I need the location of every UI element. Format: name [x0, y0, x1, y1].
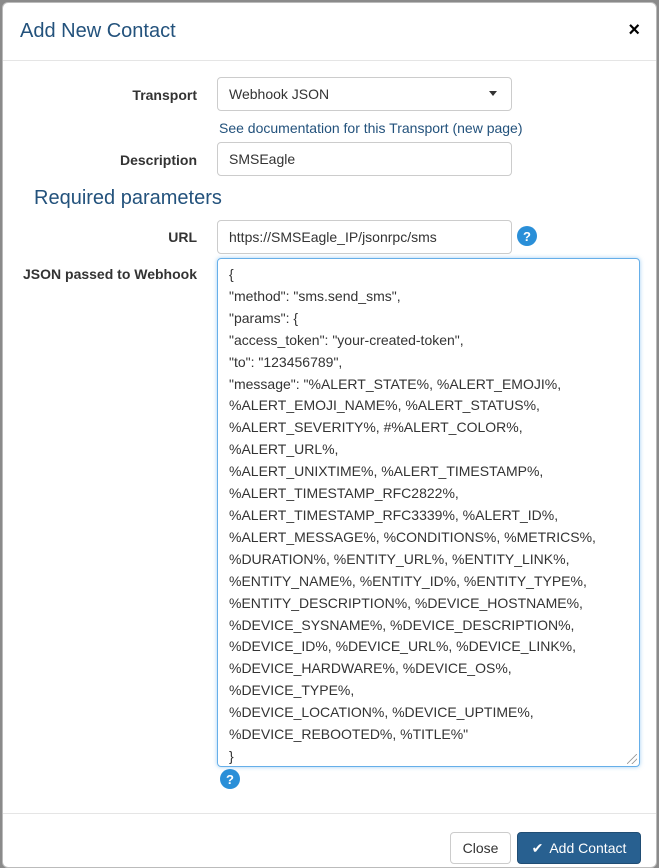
json-line: "to": "123456789", — [229, 353, 343, 370]
json-line: %DURATION%, %ENTITY_URL%, %ENTITY_LINK%, — [229, 550, 570, 567]
json-help-icon[interactable]: ? — [220, 769, 240, 789]
json-content — [229, 264, 628, 767]
json-line: %ENTITY_NAME%, %ENTITY_ID%, %ENTITY_TYPE%, — [229, 572, 587, 589]
check-icon: ✔ — [531, 839, 544, 856]
url-input-value: https://SMSEagle_IP/jsonrpc/sms — [229, 229, 437, 245]
caret-down-icon — [489, 91, 497, 96]
url-label: URL — [168, 229, 197, 245]
url-help-icon[interactable]: ? — [517, 226, 537, 246]
json-line: %ALERT_MESSAGE%, %CONDITIONS%, %METRICS%, — [229, 528, 596, 545]
modal-header — [3, 3, 656, 61]
documentation-link[interactable]: See documentation for this Transport (new page) — [219, 120, 523, 136]
modal-title: Add New Contact — [20, 20, 176, 42]
transport-select[interactable] — [217, 77, 512, 111]
close-button-label: Close — [462, 840, 499, 856]
transport-select-value: Webhook JSON — [229, 86, 330, 102]
json-line: "access_token": "your-created-token", — [229, 331, 464, 348]
description-label: Description — [119, 152, 197, 168]
transport-label: Transport — [132, 87, 197, 103]
json-line: %ALERT_TIMESTAMP_RFC2822%, — [229, 485, 459, 502]
json-line: %DEVICE_REBOOTED%, %TITLE%" — [229, 726, 469, 743]
close-button[interactable] — [450, 832, 511, 864]
add-contact-modal — [2, 2, 657, 868]
json-line: %ALERT_SEVERITY%, #%ALERT_COLOR%, %ALERT_URL%, — [229, 419, 523, 458]
modal-footer — [3, 813, 656, 867]
json-line: "method": "sms.send_sms", — [229, 287, 401, 304]
json-label: JSON passed to Webhook — [23, 266, 197, 282]
json-line: %ALERT_TIMESTAMP_RFC3339%, %ALERT_ID%, — [229, 506, 559, 523]
json-line: "message": "%ALERT_STATE%, %ALERT_EMOJI%, — [229, 375, 562, 392]
description-input-value: SMSEagle — [229, 151, 296, 167]
json-line: %ENTITY_DESCRIPTION%, %DEVICE_HOSTNAME%, — [229, 594, 583, 611]
json-line: { — [229, 266, 234, 282]
resize-handle-icon[interactable] — [627, 754, 637, 764]
add-contact-button[interactable] — [517, 832, 641, 864]
json-line: %DEVICE_LOCATION%, %DEVICE_UPTIME%, — [229, 704, 534, 721]
json-line: "params": { — [229, 309, 299, 326]
close-icon[interactable]: × — [628, 19, 640, 41]
json-line: %DEVICE_SYSNAME%, %DEVICE_DESCRIPTION%, — [229, 616, 575, 633]
json-line: %DEVICE_ID%, %DEVICE_URL%, %DEVICE_LINK%, — [229, 638, 576, 655]
add-contact-button-label: Add Contact — [549, 840, 627, 856]
json-line: %DEVICE_HARDWARE%, %DEVICE_OS%, %DEVICE_TYPE%, — [229, 660, 512, 699]
json-line: %ALERT_EMOJI_NAME%, %ALERT_STATUS%, — [229, 397, 540, 414]
description-input[interactable] — [217, 142, 512, 176]
json-textarea[interactable] — [217, 258, 640, 767]
json-line: %ALERT_UNIXTIME%, %ALERT_TIMESTAMP%, — [229, 463, 544, 480]
json-line: } — [229, 747, 234, 764]
url-input[interactable] — [217, 220, 512, 254]
section-heading: Required parameters — [34, 187, 222, 209]
